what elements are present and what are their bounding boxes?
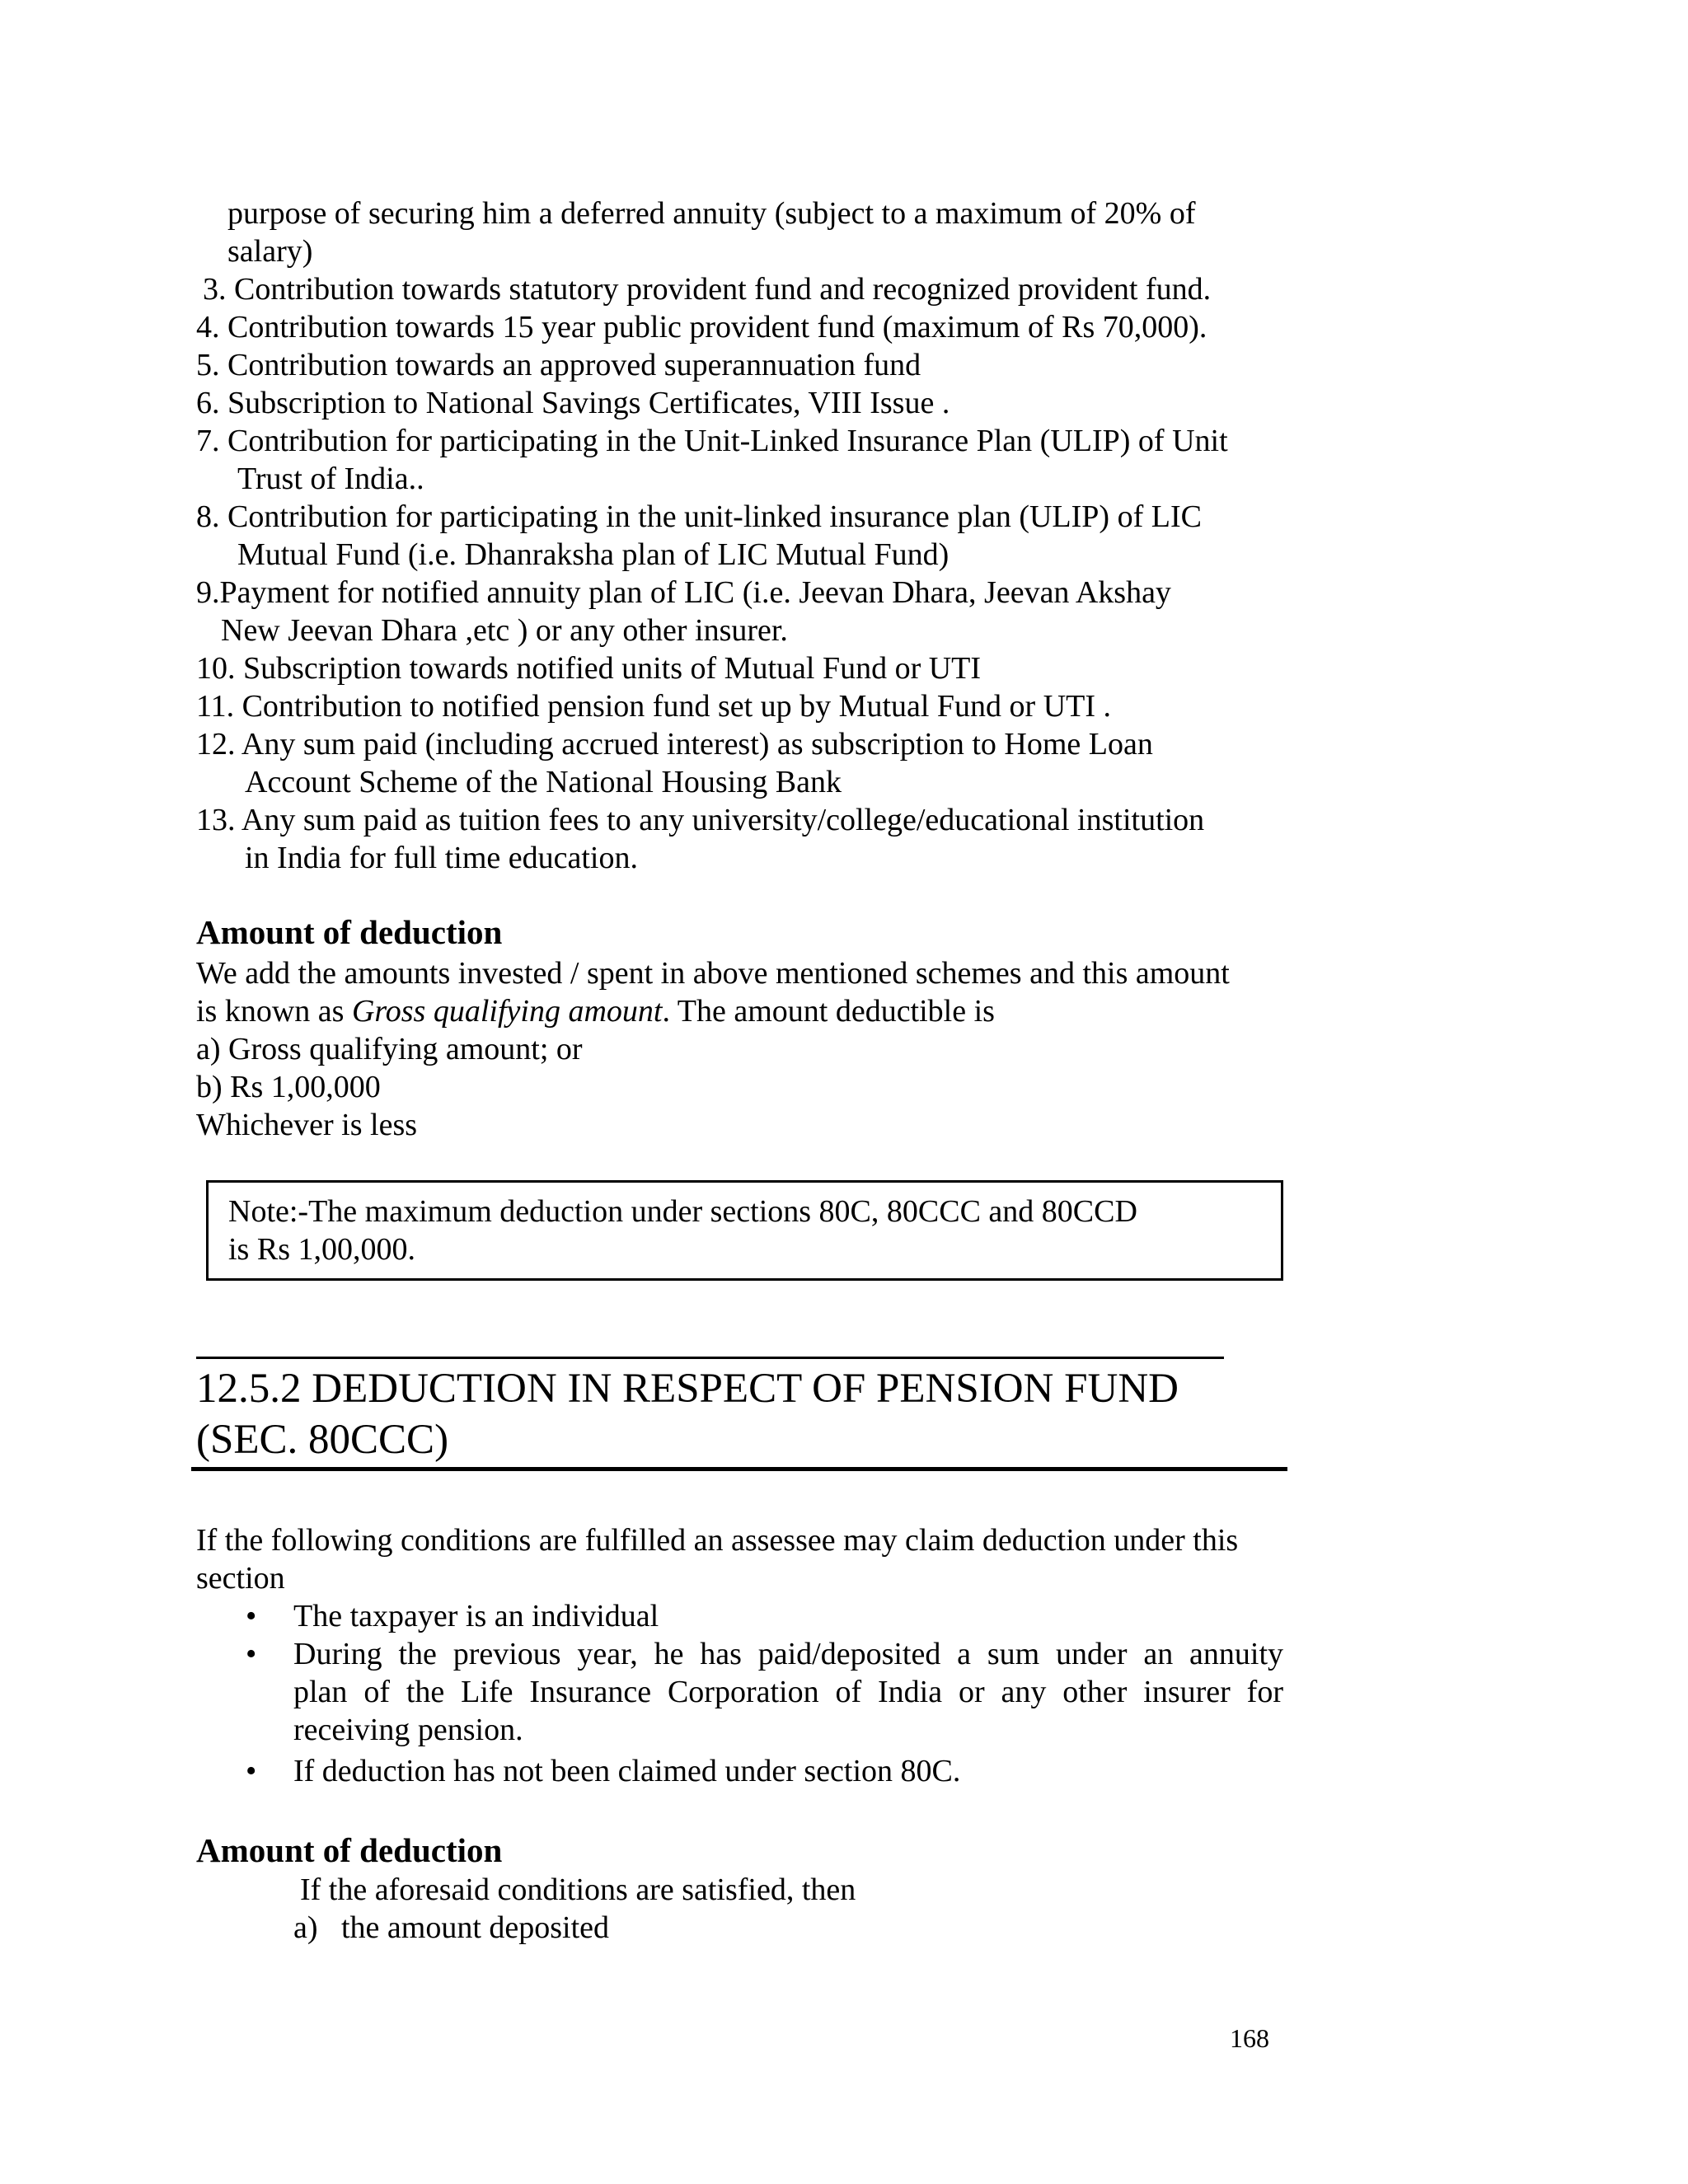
section-title-line-2: (SEC. 80CCC) (196, 1417, 449, 1463)
condition-2-line-2: plan of the Life Insurance Corporation of India or any other insurer for (293, 1675, 1283, 1709)
list-item-7: 7. Contribution for participating in the Unit-Linked Insurance Plan (ULIP) of Unit (196, 424, 1228, 458)
title-bottom-rule (191, 1467, 1287, 1471)
bullet-icon: • (246, 1637, 257, 1671)
paragraph-line-2 (196, 992, 995, 1030)
list-item-13-continuation: in India for full time education. (245, 841, 638, 875)
paragraph-text: is known as (196, 994, 352, 1029)
gross-qualifying-amount-term: Gross qualifying amount (351, 994, 663, 1029)
list-item-6: 6. Subscription to National Savings Certificates, VIII Issue . (196, 386, 950, 420)
bullet-icon: • (246, 1599, 257, 1633)
section-heading-amount-of-deduction-2: Amount of deduction (196, 1831, 503, 1869)
page-number: 168 (1230, 2023, 1269, 2053)
title-top-rule (196, 1357, 1224, 1359)
paragraph-text-end: . The amount deductible is (662, 994, 995, 1029)
list-item-8: 8. Contribution for participating in the unit-linked insurance plan (ULIP) of LIC (196, 499, 1202, 534)
list-item-11: 11. Contribution to notified pension fund set up by Mutual Fund or UTI . (196, 689, 1112, 724)
condition-1: The taxpayer is an individual (293, 1599, 659, 1633)
list-item-7-continuation: Trust of India.. (237, 462, 424, 496)
condition-2-line-3: receiving pension. (293, 1713, 523, 1747)
conditions-intro-2: section (196, 1561, 285, 1596)
section-heading-amount-of-deduction: Amount of deduction (196, 913, 503, 951)
deduction-item-a: the amount deposited (341, 1910, 610, 1945)
list-item-5: 5. Contribution towards an approved superannuation fund (196, 348, 921, 382)
list-item-2-continuation: purpose of securing him a deferred annuity (subject to a maximum of 20% of (227, 196, 1196, 231)
list-item-9: 9.Payment for notified annuity plan of LIC (i.e. Jeevan Dhara, Jeevan Akshay (196, 575, 1171, 610)
condition-2-line-1: During the previous year, he has paid/deposited a sum under an annuity (293, 1637, 1283, 1671)
note-line-1: Note:-The maximum deduction under sections 80C, 80CCC and 80CCD (228, 1194, 1137, 1229)
list-item-13: 13. Any sum paid as tuition fees to any university/college/educational institution (196, 803, 1205, 837)
bullet-icon: • (246, 1754, 257, 1788)
list-item-3: 3. Contribution towards statutory provident fund and recognized provident fund. (203, 272, 1212, 307)
list-item-10: 10. Subscription towards notified units of Mutual Fund or UTI (196, 651, 982, 686)
list-item-8-continuation: Mutual Fund (i.e. Dhanraksha plan of LIC Mutual Fund) (237, 537, 950, 572)
conditions-intro: If the following conditions are fulfilled an assessee may claim deduction under this (196, 1523, 1239, 1558)
whichever-text: Whichever is less (196, 1108, 418, 1142)
list-item-12-continuation: Account Scheme of the National Housing Bank (245, 765, 842, 799)
note-line-2: is Rs 1,00,000. (228, 1232, 415, 1267)
deduction-intro: If the aforesaid conditions are satisfied, then (300, 1872, 856, 1907)
list-item-12: 12. Any sum paid (including accrued interest) as subscription to Home Loan (196, 727, 1153, 762)
option-b: b) Rs 1,00,000 (196, 1070, 381, 1104)
option-a: a) Gross qualifying amount; or (196, 1032, 583, 1066)
section-title-line-1: 12.5.2 DEDUCTION IN RESPECT OF PENSION FUND (196, 1366, 1179, 1412)
list-item-2-continuation-2: salary) (227, 234, 313, 269)
list-item-4: 4. Contribution towards 15 year public provident fund (maximum of Rs 70,000). (196, 310, 1207, 344)
paragraph-line: We add the amounts invested / spent in above mentioned schemes and this amount (196, 956, 1230, 991)
condition-3: If deduction has not been claimed under section 80C. (293, 1754, 961, 1788)
list-item-9-continuation: New Jeevan Dhara ,etc ) or any other insurer. (221, 613, 788, 648)
deduction-item-a-label: a) (293, 1910, 318, 1945)
